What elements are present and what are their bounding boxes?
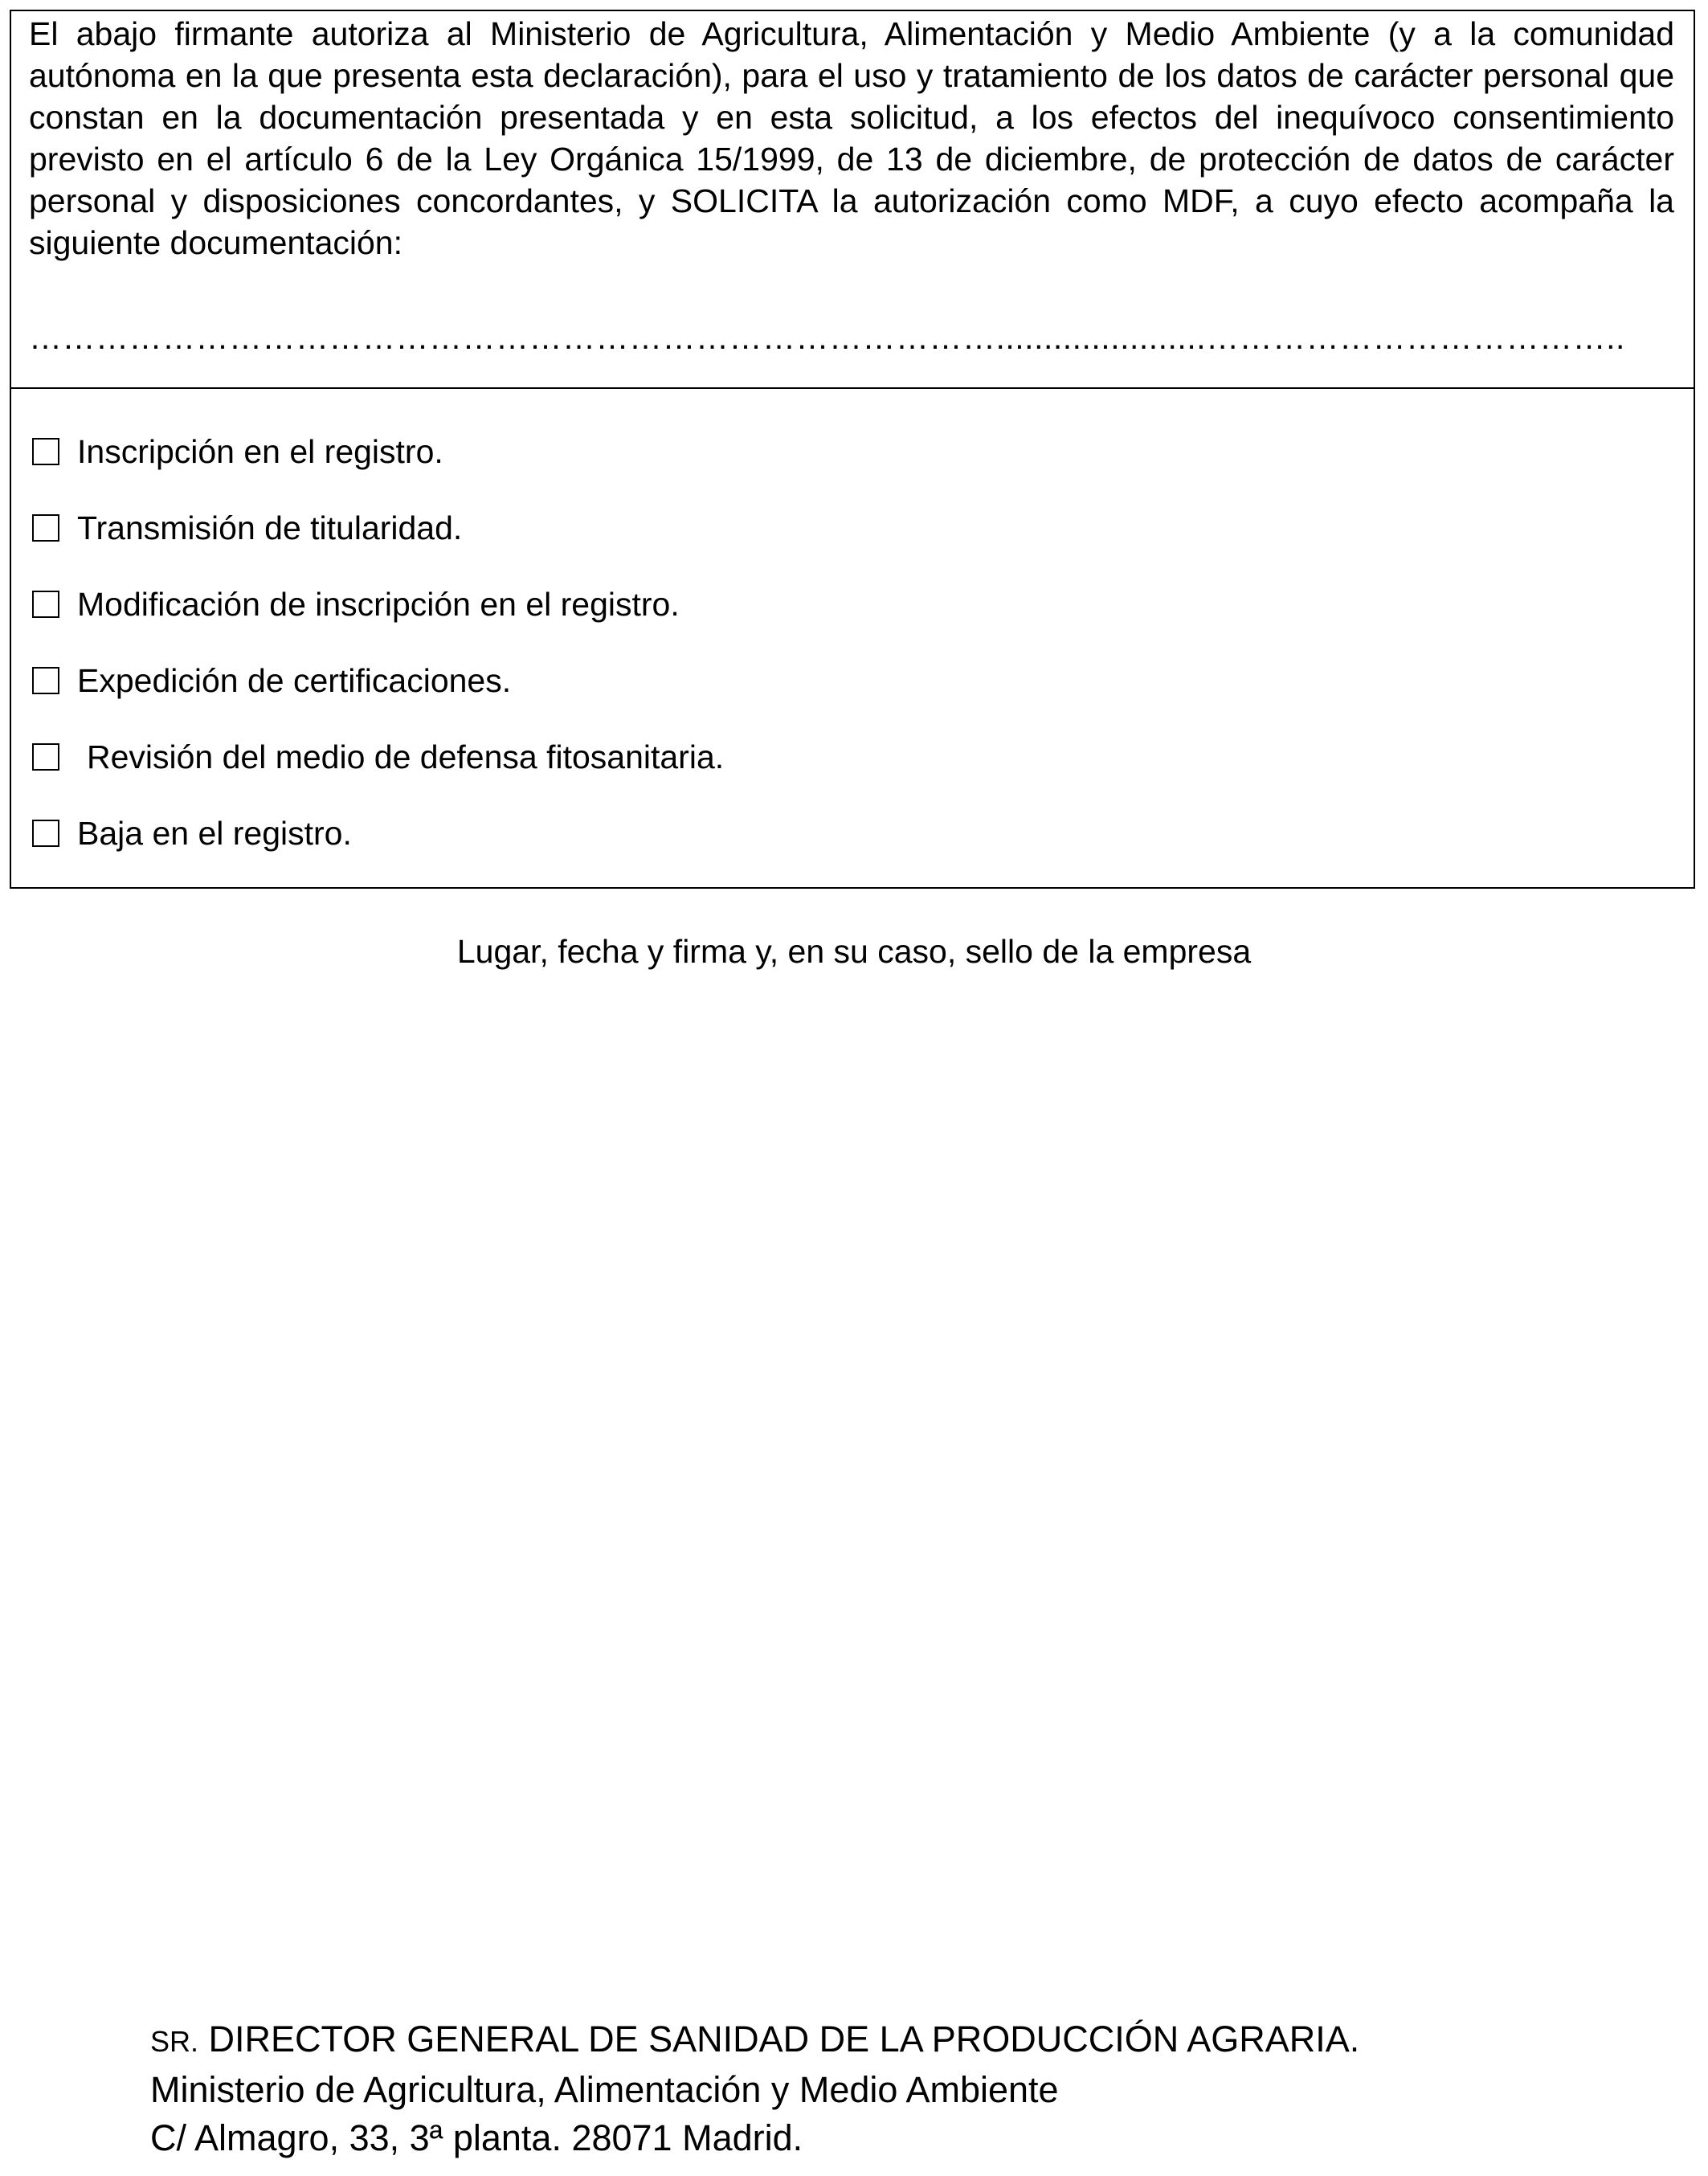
addressee-title: DIRECTOR GENERAL DE SANIDAD DE LA PRODUCCIÓN AGRARIA. — [198, 2019, 1360, 2059]
checkbox-expedicion[interactable] — [32, 667, 59, 694]
option-baja[interactable] — [11, 795, 1694, 871]
option-label: Revisión del medio de defensa fitosanitaria. — [87, 738, 725, 775]
addressee-block — [150, 2015, 1359, 2162]
consent-paragraph: El abajo firmante autoriza al Ministerio de Agricultura, Alimentación y Medio Ambiente (y a la comunidad autónoma en la que presenta esta declaración), para el uso y tratamiento de los datos de carácter personal que constan en la documentación presentada y en esta solicitud, a los efectos del inequívoco consentimiento previsto en el artículo 6 de la Ley Orgánica 15/1999, de 13 de diciembre, de protección de datos de carácter personal y disposiciones concordantes, y SOLICITA la autorización como MDF, a cuyo efecto acompaña la siguiente documentación: — [29, 15, 1674, 261]
request-options-list — [11, 389, 1694, 887]
application-form-box — [10, 10, 1695, 889]
option-label: Modificación de inscripción en el registro. — [77, 585, 680, 623]
option-label: Expedición de certificaciones. — [77, 661, 512, 699]
option-label: Transmisión de titularidad. — [77, 509, 463, 546]
checkbox-transmision[interactable] — [32, 514, 59, 542]
documentation-fill-line[interactable]: ……………………………………………………………………………......................……………………………….. — [29, 319, 1625, 356]
consent-section — [11, 11, 1694, 389]
checkbox-baja[interactable] — [32, 820, 59, 847]
signature-caption: Lugar, fecha y firma y, en su caso, sello de la empresa — [456, 933, 1252, 970]
option-modificacion[interactable] — [11, 566, 1694, 642]
checkbox-inscripcion[interactable] — [32, 438, 59, 465]
option-revision[interactable] — [11, 718, 1694, 795]
option-inscripcion[interactable] — [11, 413, 1694, 489]
addressee-title-line — [150, 2015, 1359, 2066]
option-label: Baja en el registro. — [77, 814, 352, 852]
checkbox-revision[interactable] — [32, 743, 59, 771]
addressee-address: C/ Almagro, 33, 3ª planta. 28071 Madrid. — [150, 2117, 803, 2158]
option-expedicion[interactable] — [11, 642, 1694, 718]
checkbox-modificacion[interactable] — [32, 591, 59, 618]
addressee-prefix: SR. — [150, 2025, 199, 2058]
option-label: Inscripción en el registro. — [77, 432, 443, 470]
option-transmision[interactable] — [11, 489, 1694, 566]
addressee-ministry: Ministerio de Agricultura, Alimentación y Medio Ambiente — [150, 2069, 1059, 2110]
